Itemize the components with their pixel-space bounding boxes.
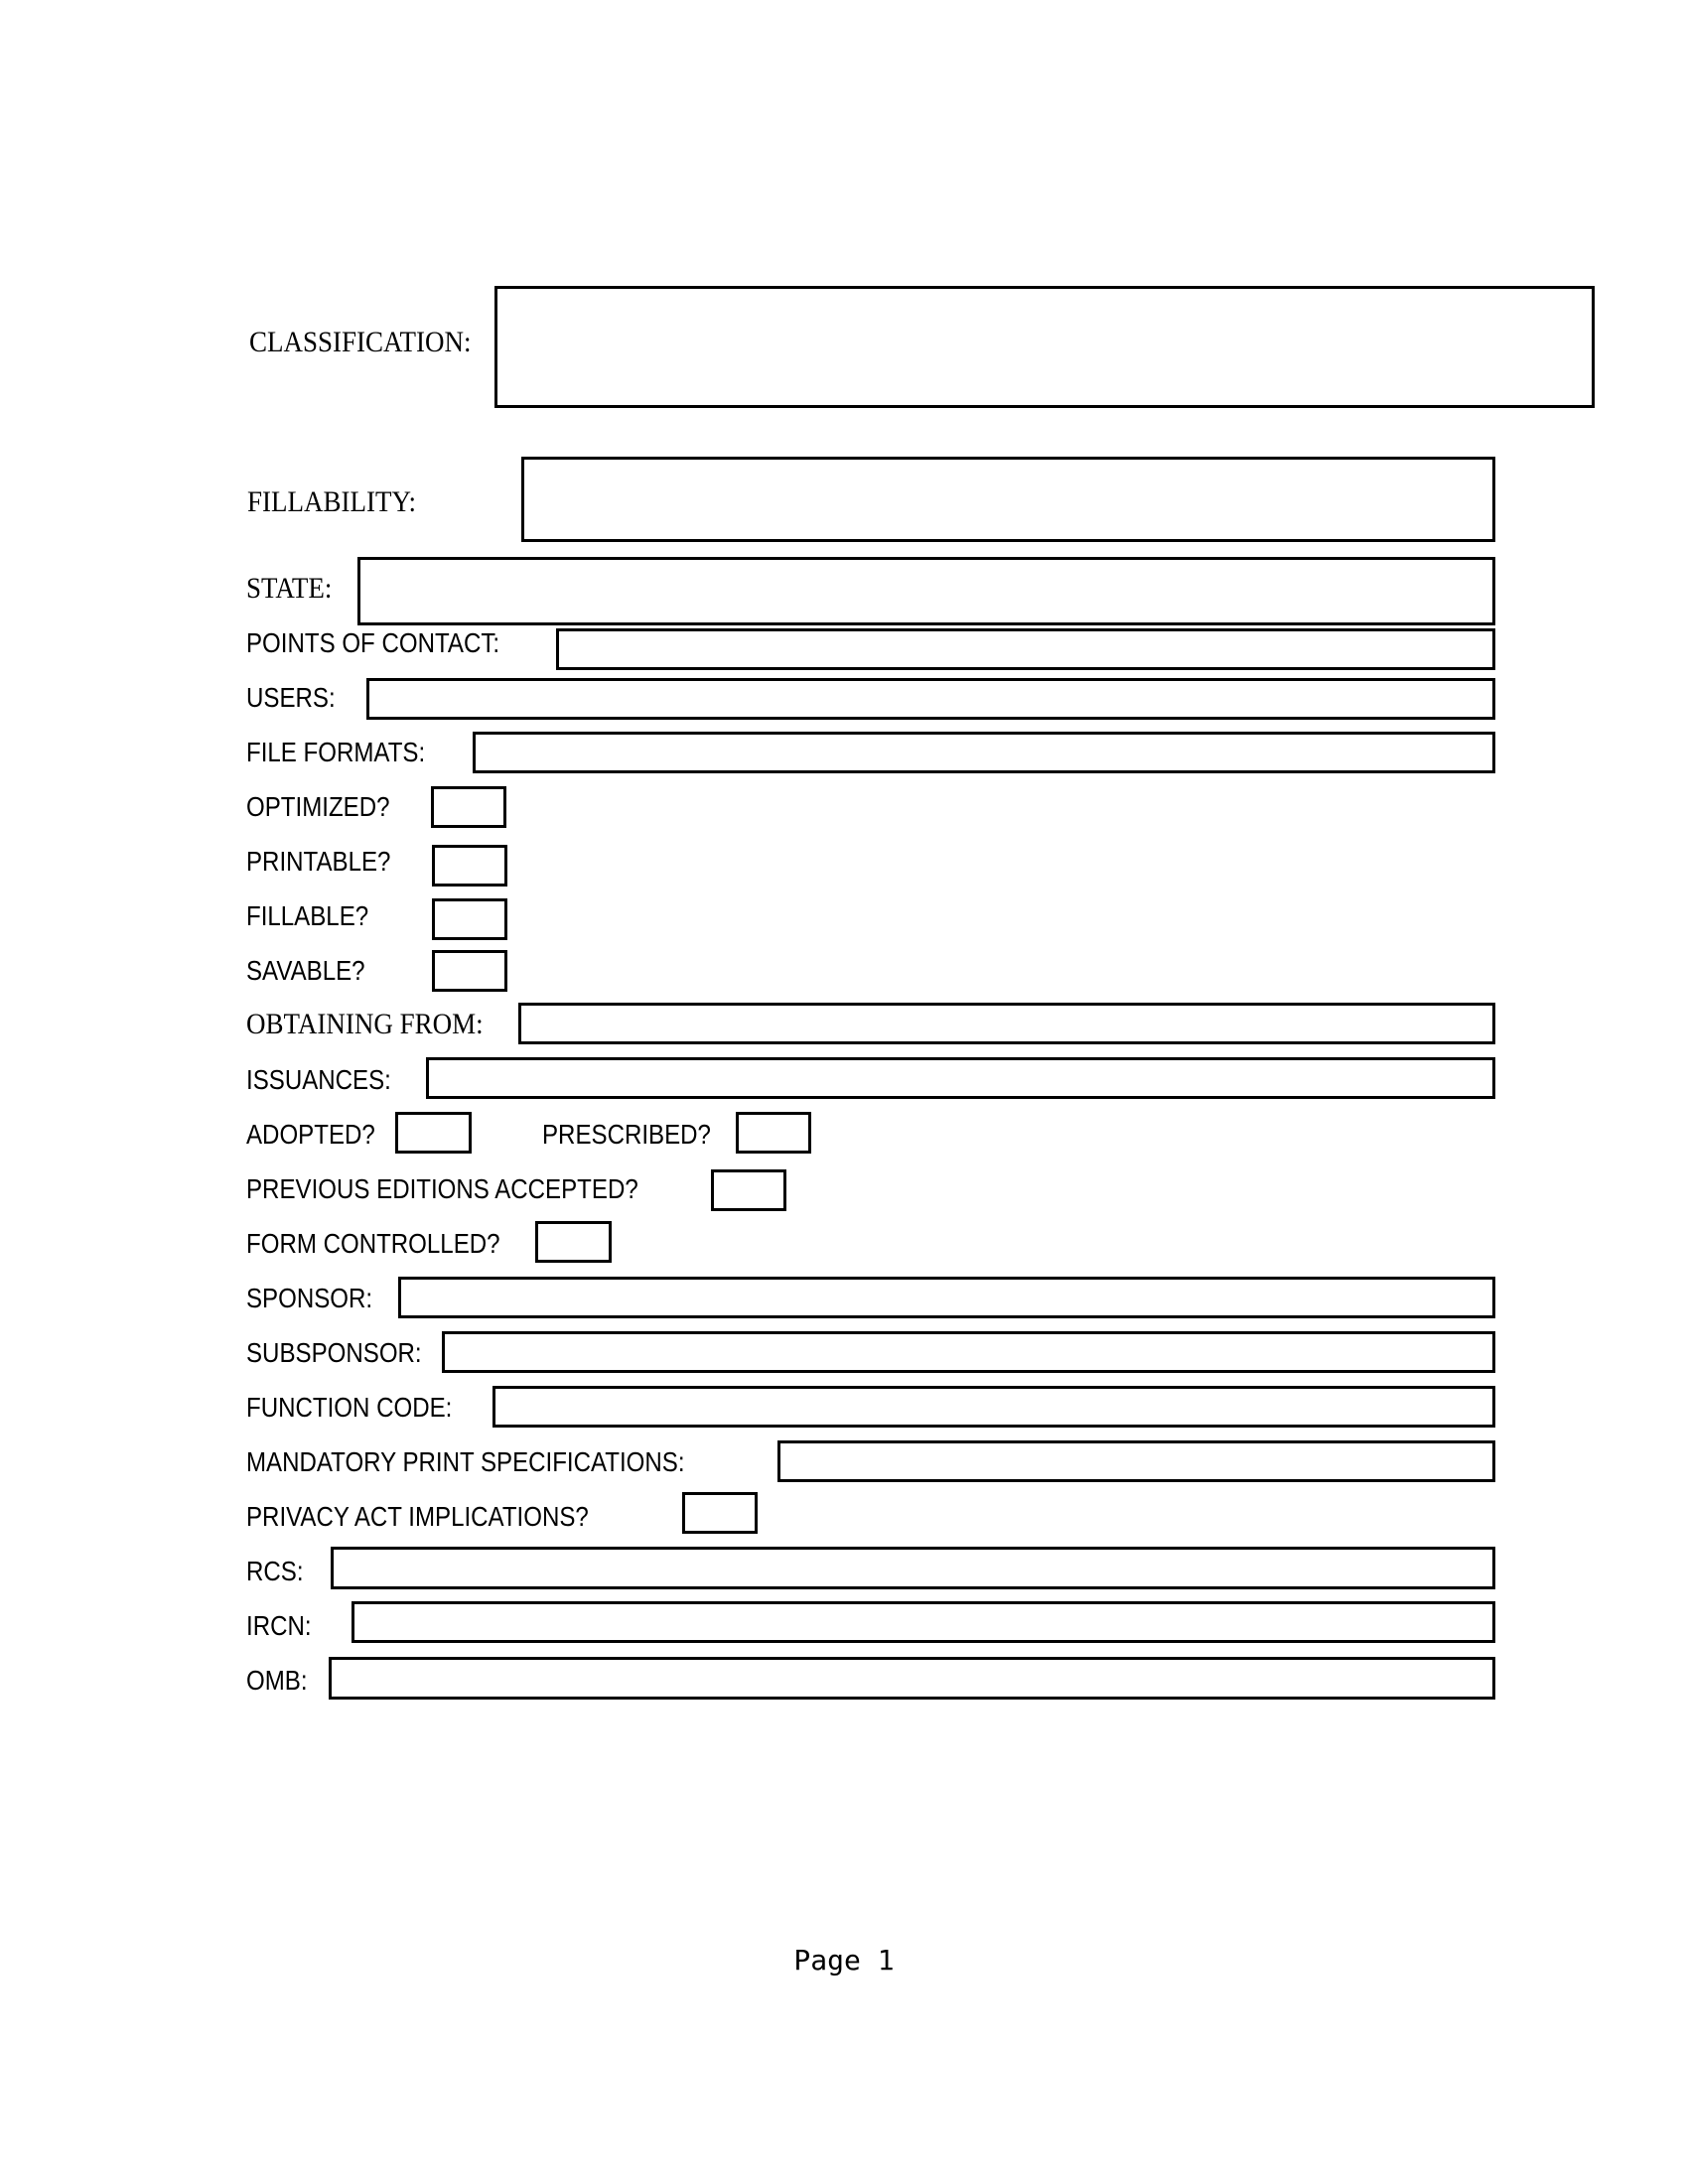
- issuances-label: ISSUANCES:: [246, 1064, 391, 1095]
- printable-field[interactable]: [432, 845, 507, 887]
- sponsor-field[interactable]: [398, 1277, 1495, 1318]
- rcs-label: RCS:: [246, 1556, 304, 1586]
- classification-label: CLASSIFICATION:: [249, 326, 472, 358]
- state-field[interactable]: [357, 557, 1495, 625]
- mandatory-print-specifications-field[interactable]: [777, 1440, 1495, 1482]
- omb-field[interactable]: [329, 1657, 1495, 1700]
- omb-label: OMB:: [246, 1665, 308, 1696]
- points-of-contact-field[interactable]: [556, 628, 1495, 670]
- savable-label: SAVABLE?: [246, 955, 365, 986]
- form-controlled-label: FORM CONTROLLED?: [246, 1228, 500, 1259]
- obtaining-from-field[interactable]: [518, 1003, 1495, 1044]
- fillable-label: FILLABLE?: [246, 900, 369, 931]
- file-formats-field[interactable]: [473, 732, 1495, 773]
- function-code-field[interactable]: [492, 1386, 1495, 1428]
- users-label: USERS:: [246, 682, 336, 713]
- mandatory-print-specifications-label: MANDATORY PRINT SPECIFICATIONS:: [246, 1446, 685, 1477]
- sponsor-label: SPONSOR:: [246, 1283, 373, 1313]
- optimized-label: OPTIMIZED?: [246, 791, 390, 822]
- classification-field[interactable]: [494, 286, 1595, 408]
- adopted-field[interactable]: [395, 1112, 472, 1154]
- issuances-field[interactable]: [426, 1057, 1495, 1099]
- form-controlled-field[interactable]: [535, 1221, 612, 1263]
- fillability-label: FILLABILITY:: [247, 485, 417, 518]
- prescribed-field[interactable]: [736, 1112, 811, 1154]
- points-of-contact-label: POINTS OF CONTACT:: [246, 627, 500, 658]
- ircn-field[interactable]: [352, 1601, 1495, 1643]
- obtaining-from-label: OBTAINING FROM:: [246, 1008, 484, 1040]
- page-number: Page 1: [793, 1944, 895, 1977]
- fillable-field[interactable]: [432, 898, 507, 940]
- previous-editions-accepted-label: PREVIOUS EDITIONS ACCEPTED?: [246, 1173, 638, 1204]
- savable-field[interactable]: [432, 950, 507, 992]
- privacy-act-implications-field[interactable]: [682, 1492, 758, 1534]
- privacy-act-implications-label: PRIVACY ACT IMPLICATIONS?: [246, 1501, 589, 1532]
- previous-editions-accepted-field[interactable]: [711, 1169, 786, 1211]
- users-field[interactable]: [366, 678, 1495, 720]
- rcs-field[interactable]: [331, 1547, 1495, 1589]
- subsponsor-field[interactable]: [442, 1331, 1495, 1373]
- subsponsor-label: SUBSPONSOR:: [246, 1337, 422, 1368]
- adopted-label: ADOPTED?: [246, 1119, 375, 1150]
- state-label: STATE:: [246, 572, 333, 605]
- file-formats-label: FILE FORMATS:: [246, 737, 426, 767]
- optimized-field[interactable]: [431, 786, 506, 828]
- printable-label: PRINTABLE?: [246, 846, 391, 877]
- function-code-label: FUNCTION CODE:: [246, 1392, 453, 1423]
- fillability-field[interactable]: [521, 457, 1495, 542]
- prescribed-label: PRESCRIBED?: [542, 1119, 711, 1150]
- ircn-label: IRCN:: [246, 1610, 312, 1641]
